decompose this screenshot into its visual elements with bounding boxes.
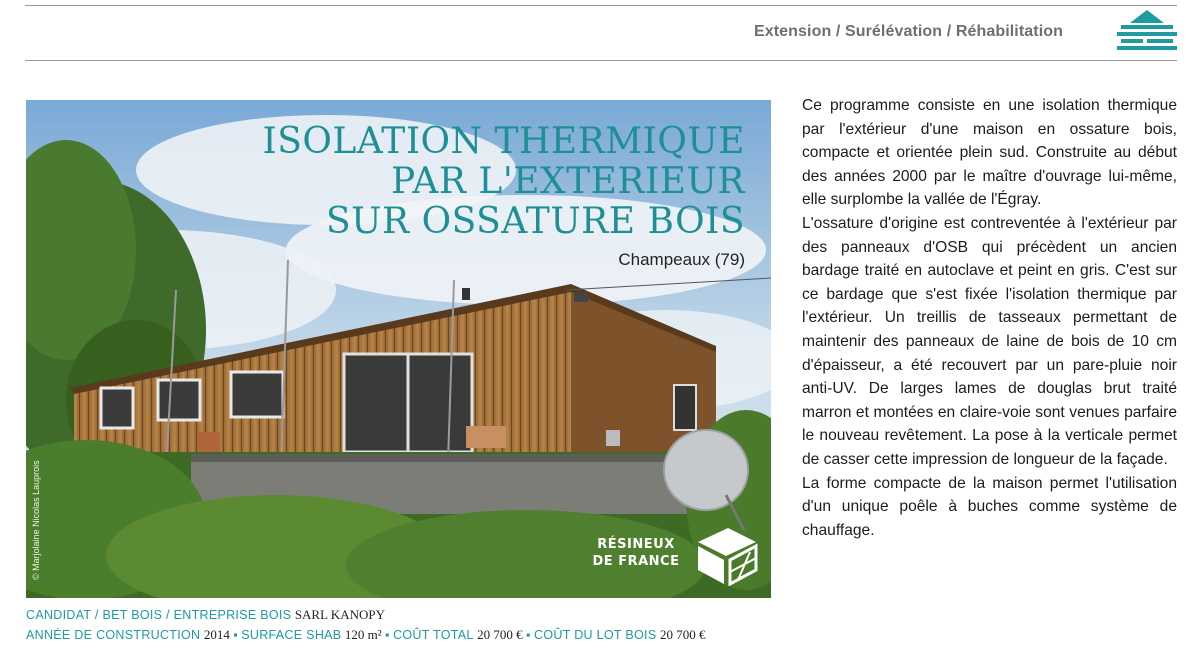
badge-line-2: DE FRANCE	[592, 554, 680, 569]
project-photo	[26, 100, 771, 598]
surface-value: 120 m²	[344, 627, 382, 642]
section-title: Extension / Surélévation / Réhabilitation	[753, 23, 1063, 40]
annee-label: ANNÉE DE CONSTRUCTION	[26, 628, 201, 642]
annee-value: 2014	[203, 627, 230, 642]
surface-label: SURFACE SHAB	[241, 628, 342, 642]
cout-total-label: COÛT TOTAL	[393, 628, 474, 642]
headline-line-3: SUR OSSATURE BOIS	[326, 201, 745, 242]
paragraph-3: La forme compacte de la maison permet l'utilisation d'un unique poêle à buches comme système de chauffage.	[802, 474, 1177, 539]
separator-icon: ▪	[385, 628, 390, 642]
resineux-de-france-badge	[586, 520, 766, 590]
project-location: Champeaux (79)	[618, 250, 745, 269]
candidat-label: CANDIDAT / BET BOIS / ENTREPRISE BOIS	[26, 608, 292, 622]
candidat-value: SARL KANOPY	[294, 607, 385, 622]
resineux-logo-icon	[694, 524, 760, 586]
header-rule	[25, 60, 1177, 61]
cout-lot-value: 20 700 €	[659, 627, 706, 642]
badge-text	[586, 536, 686, 570]
cout-lot-label: COÛT DU LOT BOIS	[534, 628, 657, 642]
separator-icon: ▪	[526, 628, 531, 642]
paragraph-1: Ce programme consiste en une isolation thermique par l'extérieur d'une maison en ossature bois, compacte et orientée plein sud. Construite au début des années 2000 par le maître d'ouvrage lui-même, elle surplombe la vallée de l'Égray.	[802, 97, 1177, 209]
info-line-candidat	[26, 605, 705, 625]
project-info	[26, 605, 705, 645]
separator-icon: ▪	[233, 628, 238, 642]
top-rule	[25, 5, 1177, 6]
headline-line-2: PAR L'EXTERIEUR	[390, 161, 745, 202]
photo-credit: © Marjolaine Nicolas Lauprois	[31, 460, 41, 580]
headline-line-1: ISOLATION THERMIQUE	[262, 121, 745, 162]
article-body	[802, 94, 1177, 542]
info-line-figures	[26, 625, 705, 645]
paragraph-2: L'ossature d'origine est contreventée à l'extérieur par des panneaux d'OSB qui précèdent un ancien bardage traité en autoclave et peint en gris. C'est sur ce bardage que s'est fixée l'isolation thermique par l'extérieur. Un treillis de tasseaux permettant de maintenir des panneaux de laine de bois de 10 cm d'épaisseur, a été recouvert par un pare-pluie noir anti-UV. De larges lames de douglas brut traité marron et montées en claire-voie sont venues parfaire le nouveau revêtement. La pose à la verticale permet de casser cette impression de longueur de la façade.	[802, 214, 1177, 468]
publication-logo-icon	[1117, 10, 1177, 52]
project-headline	[262, 122, 745, 242]
cout-total-value: 20 700 €	[477, 627, 523, 642]
badge-line-1: RÉSINEUX	[597, 537, 675, 552]
